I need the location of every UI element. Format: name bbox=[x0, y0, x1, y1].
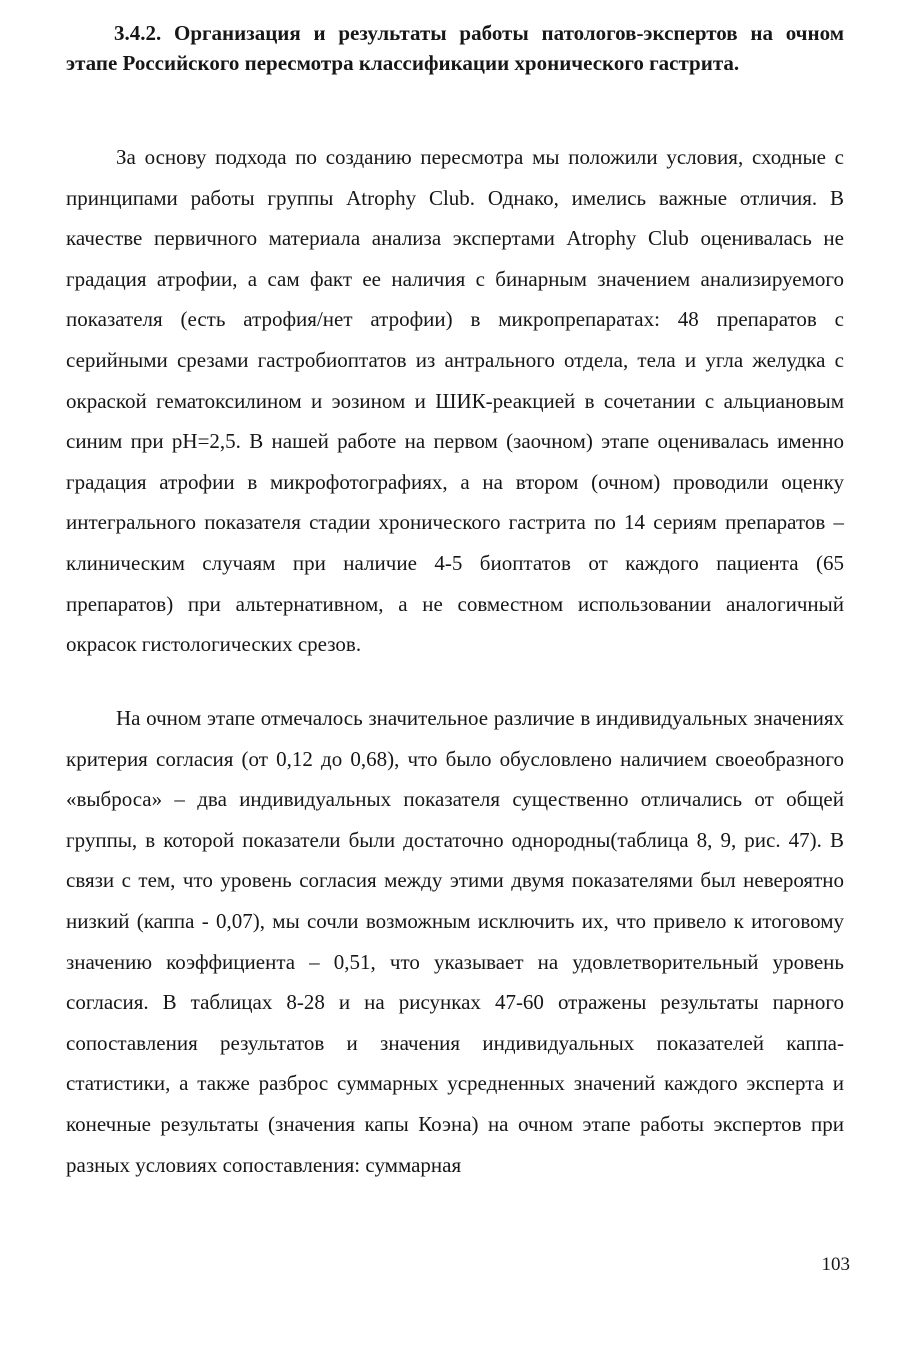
page-number: 103 bbox=[821, 1254, 850, 1275]
section-heading: 3.4.2. Организация и результаты работы патологов-экспертов на очном этапе Российского пересмотра классификации хронического гастрита. bbox=[66, 21, 844, 75]
body-paragraph-1: За основу подхода по созданию пересмотра мы положили условия, сходные с принципами работы группы Atrophy Club. Однако, имелись важные отличия. В качестве первичного материала анализа экспертами Atrophy Club оценивалась не градация атрофии, а сам факт ее наличия с бинарным значением анализируемого показателя (есть атрофия/нет атрофии) в микропрепаратах: 48 препаратов с серийными срезами гастробиоптатов из антрального отдела, тела и угла желудка с окраской гематоксилином и эозином и ШИК-реакцией в сочетании с альциановым синим при pH=2,5. В нашей работе на первом (заочном) этапе оценивалась именно градация атрофии в микрофотографиях, а на втором (очном) проводили оценку интегрального показателя стадии хронического гастрита по 14 сериям препаратов – клиническим случаям при наличие 4-5 биоптатов от каждого пациента (65 препаратов) при альтернативном, а не совместном использовании аналогичный окрасок гистологических срезов. bbox=[66, 145, 844, 657]
body-paragraph-2: На очном этапе отмечалось значительное различие в индивидуальных значениях критерия согласия (от 0,12 до 0,68), что было обусловлено наличием своеобразного «выброса» – два индивидуальных показателя существенно отличались от общей группы, в которой показатели были достаточно однородны(таблица 8, 9, рис. 47). В связи с тем, что уровень согласия между этими двумя показателями был невероятно низкий (каппа - 0,07), мы сочли возможным исключить их, что привело к итоговому значению коэффициента – 0,51, что указывает на удовлетворительный уровень согласия. В таблицах 8-28 и на рисунках 47-60 отражены результаты парного сопоставления результатов и значения индивидуальных показателей каппа-статистики, а также разброс суммарных усредненных значений каждого эксперта и конечные результаты (значения капы Коэна) на очном этапе работы экспертов при разных условиях сопоставления: суммарная bbox=[66, 706, 844, 1177]
